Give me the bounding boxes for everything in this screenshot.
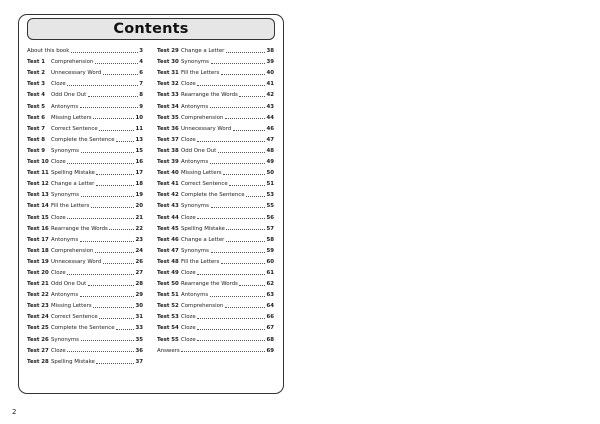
toc-entry <box>27 243 143 254</box>
dot-leader <box>226 229 265 230</box>
toc-entry <box>27 320 143 331</box>
dot-leader <box>81 196 135 197</box>
toc-page-number: 57 <box>266 225 274 232</box>
toc-entry <box>157 76 274 87</box>
toc-entry-title: Rearrange the Words <box>181 92 238 99</box>
toc-page-number: 30 <box>135 303 143 310</box>
toc-entry-title: Change a Letter <box>51 181 95 188</box>
toc-entry-title: Unnecessary Word <box>51 70 102 77</box>
toc-page-number: 61 <box>266 269 274 276</box>
dot-leader <box>81 340 135 341</box>
toc-entry <box>157 287 274 298</box>
toc-page-number: 39 <box>266 59 274 66</box>
toc-entry-title: Cloze <box>181 325 196 332</box>
dot-leader <box>210 163 266 164</box>
toc-entry <box>157 110 274 121</box>
dot-leader <box>93 118 134 119</box>
dot-leader <box>239 285 265 286</box>
toc-entry <box>157 331 274 342</box>
toc-entry-title: Correct Sentence <box>51 125 98 132</box>
toc-entry <box>157 276 274 287</box>
toc-page-number: 9 <box>139 103 143 110</box>
toc-entry-title: Comprehension <box>51 59 94 66</box>
dot-leader <box>211 63 266 64</box>
toc-test-number: Test 21 <box>27 281 49 288</box>
dot-leader <box>226 241 266 242</box>
toc-page-number: 20 <box>135 203 143 210</box>
dot-leader <box>197 141 265 142</box>
toc-entry-title: Cloze <box>181 136 196 143</box>
toc-entry <box>27 354 143 365</box>
toc-page-number: 19 <box>135 192 143 199</box>
toc-entry-title: Cloze <box>51 159 66 166</box>
toc-entry <box>27 121 143 132</box>
toc-test-number: Test 1 <box>27 59 46 66</box>
toc-entry <box>157 254 274 265</box>
toc-entry <box>157 265 274 276</box>
toc-test-number: Test 55 <box>157 336 179 343</box>
toc-entry <box>157 143 274 154</box>
toc-page-number: 50 <box>266 170 274 177</box>
dot-leader <box>246 196 265 197</box>
toc-page-number: 46 <box>266 125 274 132</box>
toc-test-number: Test 31 <box>157 70 179 77</box>
toc-page-number: 40 <box>266 70 274 77</box>
toc-test-number: Test 27 <box>27 347 49 354</box>
toc-page-number: 23 <box>135 236 143 243</box>
toc-entry <box>157 232 274 243</box>
toc-test-number: Test 42 <box>157 192 179 199</box>
toc-test-number: Test 16 <box>27 225 49 232</box>
toc-entry <box>157 121 274 132</box>
contents-title-box <box>27 18 275 40</box>
toc-entry <box>27 187 143 198</box>
toc-test-number: Test 33 <box>157 92 179 99</box>
toc-page-number: 29 <box>135 292 143 299</box>
dot-leader <box>116 329 134 330</box>
toc-entry <box>157 43 274 54</box>
page-title: Contents <box>113 21 189 37</box>
toc-entry <box>27 87 143 98</box>
toc-test-number: Test 40 <box>157 170 179 177</box>
toc-entry-title: Unnecessary Word <box>51 258 102 265</box>
toc-test-number: Test 28 <box>27 358 49 365</box>
toc-test-number: Test 43 <box>157 203 179 210</box>
toc-page-number: 66 <box>266 314 274 321</box>
toc-entry-title: Antonyms <box>51 292 79 299</box>
toc-entry <box>27 198 143 209</box>
toc-entry-title: Spelling Mistake <box>181 225 225 232</box>
toc-entry-title: Complete the Sentence <box>51 136 115 143</box>
toc-page-number: 51 <box>266 181 274 188</box>
dot-leader <box>88 285 135 286</box>
toc-entry <box>157 54 274 65</box>
toc-page-number: 64 <box>266 303 274 310</box>
dot-leader <box>197 85 265 86</box>
toc-entry-title: Missing Letters <box>181 170 222 177</box>
toc-page-number: 26 <box>135 258 143 265</box>
toc-test-number: Test 13 <box>27 192 49 199</box>
dot-leader <box>221 74 266 75</box>
dot-leader <box>226 52 266 53</box>
toc-entry-title: Odd One Out <box>51 281 87 288</box>
toc-page-number: 47 <box>266 136 274 143</box>
toc-page-number: 21 <box>135 214 143 221</box>
toc-entry-title: Synonyms <box>181 247 209 254</box>
toc-test-number: Test 24 <box>27 314 49 321</box>
toc-page-number: 56 <box>266 214 274 221</box>
dot-leader <box>88 96 138 97</box>
toc-entry <box>157 320 274 331</box>
toc-entry <box>27 254 143 265</box>
toc-entry-title: Cloze <box>51 347 66 354</box>
toc-entry-title: Cloze <box>51 269 66 276</box>
toc-entry <box>157 176 274 187</box>
toc-page-number: 18 <box>135 181 143 188</box>
toc-entry-title: Missing Letters <box>51 114 92 121</box>
toc-test-number: Test 54 <box>157 325 179 332</box>
toc-entry-title: Synonyms <box>181 203 209 210</box>
toc-entry-title: Cloze <box>51 81 66 88</box>
contents-right-column <box>157 43 274 354</box>
toc-test-number: Test 23 <box>27 303 49 310</box>
toc-page-number: 24 <box>135 247 143 254</box>
toc-page-number: 38 <box>266 48 274 55</box>
toc-entry <box>27 132 143 143</box>
dot-leader <box>223 174 265 175</box>
toc-page-number: 59 <box>266 247 274 254</box>
dot-leader <box>109 229 134 230</box>
dot-leader <box>181 351 265 352</box>
toc-test-number: Test 32 <box>157 81 179 88</box>
toc-page-number: 41 <box>266 81 274 88</box>
toc-page-number: 36 <box>135 347 143 354</box>
dot-leader <box>225 118 266 119</box>
dot-leader <box>211 252 266 253</box>
toc-test-number: Test 3 <box>27 81 46 88</box>
toc-entry <box>157 309 274 320</box>
toc-entry-title: Unnecessary Word <box>181 125 232 132</box>
toc-entry-title: Antonyms <box>51 103 79 110</box>
toc-entry <box>27 176 143 187</box>
toc-entry-title: Change a Letter <box>181 236 225 243</box>
toc-entry <box>157 165 274 176</box>
toc-page-number: 43 <box>266 103 274 110</box>
dot-leader <box>81 152 135 153</box>
toc-page-number: 3 <box>139 48 143 55</box>
toc-page-number: 17 <box>135 170 143 177</box>
dot-leader <box>80 296 135 297</box>
toc-entry <box>157 87 274 98</box>
toc-page-number: 10 <box>135 114 143 121</box>
dot-leader <box>221 263 266 264</box>
toc-entry-title: Spelling Mistake <box>51 358 95 365</box>
toc-entry <box>157 198 274 209</box>
toc-test-number: Test 11 <box>27 170 49 177</box>
toc-entry <box>157 209 274 220</box>
toc-page-number: 16 <box>135 159 143 166</box>
toc-entry <box>27 287 143 298</box>
toc-test-number: Test 46 <box>157 236 179 243</box>
toc-entry <box>27 343 143 354</box>
toc-entry-title: Spelling Mistake <box>51 170 95 177</box>
toc-test-number: Test 53 <box>157 314 179 321</box>
toc-entry <box>27 331 143 342</box>
toc-entry <box>157 65 274 76</box>
toc-entry-title: Cloze <box>51 214 66 221</box>
toc-entry-title: Odd One Out <box>51 92 87 99</box>
dot-leader <box>80 241 135 242</box>
toc-page-number: 49 <box>266 159 274 166</box>
toc-page-number: 44 <box>266 114 274 121</box>
toc-entry-title: Synonyms <box>181 59 209 66</box>
dot-leader <box>67 218 134 219</box>
toc-entry <box>157 187 274 198</box>
toc-test-number: Test 37 <box>157 136 179 143</box>
toc-page-number: 42 <box>266 92 274 99</box>
toc-entry-title: Fill the Letters <box>181 258 220 265</box>
toc-page-number: 13 <box>135 136 143 143</box>
toc-entry <box>27 265 143 276</box>
toc-page-number: 7 <box>139 81 143 88</box>
toc-entry-title: About this book <box>27 48 70 55</box>
toc-test-number: Test 45 <box>157 225 179 232</box>
toc-test-number: Test 10 <box>27 159 49 166</box>
toc-entry-title: Correct Sentence <box>181 181 228 188</box>
toc-page-number: 48 <box>266 147 274 154</box>
toc-entry-title: Comprehension <box>181 114 224 121</box>
dot-leader <box>67 351 134 352</box>
toc-entry-title: Change a Letter <box>181 48 225 55</box>
toc-page-number: 67 <box>266 325 274 332</box>
dot-leader <box>96 363 134 364</box>
dot-leader <box>96 185 135 186</box>
toc-test-number: Test 26 <box>27 336 49 343</box>
toc-page-number: 8 <box>139 92 143 99</box>
toc-test-number: Test 18 <box>27 247 49 254</box>
toc-entry-title: Cloze <box>181 269 196 276</box>
toc-test-number: Test 20 <box>27 269 49 276</box>
toc-test-number: Test 8 <box>27 136 46 143</box>
toc-test-number: Test 9 <box>27 147 46 154</box>
dot-leader <box>96 174 134 175</box>
toc-test-number: Test 25 <box>27 325 49 332</box>
toc-page-number: 63 <box>266 292 274 299</box>
toc-test-number: Test 41 <box>157 181 179 188</box>
dot-leader <box>239 96 265 97</box>
dot-leader <box>233 130 266 131</box>
dot-leader <box>225 307 266 308</box>
toc-entry-title: Cloze <box>181 314 196 321</box>
toc-entry-title: Odd One Out <box>181 147 217 154</box>
dot-leader <box>210 107 266 108</box>
toc-test-number: Test 22 <box>27 292 49 299</box>
dot-leader <box>67 85 138 86</box>
toc-entry <box>27 298 143 309</box>
dot-leader <box>210 296 266 297</box>
toc-page-number: 53 <box>266 192 274 199</box>
toc-entry-title: Answers <box>157 347 180 354</box>
toc-test-number: Test 19 <box>27 258 49 265</box>
toc-entry <box>27 209 143 220</box>
toc-entry-title: Correct Sentence <box>51 314 98 321</box>
toc-page-number: 31 <box>135 314 143 321</box>
toc-entry <box>157 298 274 309</box>
toc-entry <box>157 221 274 232</box>
toc-page-number: 4 <box>139 59 143 66</box>
dot-leader <box>80 107 139 108</box>
dot-leader <box>93 307 134 308</box>
toc-entry <box>157 132 274 143</box>
toc-entry <box>27 165 143 176</box>
toc-page-number: 62 <box>266 281 274 288</box>
dot-leader <box>103 74 138 75</box>
dot-leader <box>116 141 134 142</box>
toc-test-number: Test 52 <box>157 303 179 310</box>
toc-entry <box>157 98 274 109</box>
toc-entry-title: Cloze <box>181 81 196 88</box>
toc-page-number: 28 <box>135 281 143 288</box>
toc-entry-title: Cloze <box>181 336 196 343</box>
contents-left-column <box>27 43 143 365</box>
toc-page-number: 60 <box>266 258 274 265</box>
toc-entry-title: Rearrange the Words <box>51 225 108 232</box>
toc-test-number: Test 5 <box>27 103 46 110</box>
toc-page-number: 33 <box>135 325 143 332</box>
toc-test-number: Test 17 <box>27 236 49 243</box>
toc-page-number: 6 <box>139 70 143 77</box>
toc-page-number: 35 <box>135 336 143 343</box>
toc-test-number: Test 38 <box>157 147 179 154</box>
toc-entry-title: Fill the Letters <box>181 70 220 77</box>
dot-leader <box>103 263 135 264</box>
toc-entry <box>27 76 143 87</box>
dot-leader <box>197 318 265 319</box>
toc-page-number: 55 <box>266 203 274 210</box>
toc-entry-title: Synonyms <box>51 147 79 154</box>
toc-entry <box>27 276 143 287</box>
dot-leader <box>197 340 265 341</box>
toc-test-number: Test 48 <box>157 258 179 265</box>
toc-entry-title: Comprehension <box>51 247 94 254</box>
dot-leader <box>197 274 265 275</box>
toc-test-number: Test 47 <box>157 247 179 254</box>
toc-entry-title: Complete the Sentence <box>51 325 115 332</box>
toc-entry <box>27 65 143 76</box>
page-number: 2 <box>12 408 17 416</box>
toc-test-number: Test 4 <box>27 92 46 99</box>
toc-test-number: Test 7 <box>27 125 46 132</box>
toc-test-number: Test 51 <box>157 292 179 299</box>
toc-page-number: 15 <box>135 147 143 154</box>
dot-leader <box>95 252 135 253</box>
toc-entry-title: Missing Letters <box>51 303 92 310</box>
dot-leader <box>99 130 134 131</box>
dot-leader <box>197 218 265 219</box>
toc-entry-title: Comprehension <box>181 303 224 310</box>
toc-page-number: 11 <box>135 125 143 132</box>
toc-test-number: Test 14 <box>27 203 49 210</box>
toc-entry <box>27 54 143 65</box>
toc-page-number: 27 <box>135 269 143 276</box>
toc-entry-title: Antonyms <box>181 292 209 299</box>
toc-entry <box>157 154 274 165</box>
toc-entry <box>157 243 274 254</box>
dot-leader <box>211 207 266 208</box>
toc-test-number: Test 35 <box>157 114 179 121</box>
dot-leader <box>67 274 134 275</box>
toc-test-number: Test 36 <box>157 125 179 132</box>
toc-entry-title: Cloze <box>181 214 196 221</box>
toc-entry-title: Antonyms <box>181 159 209 166</box>
dot-leader <box>71 52 138 53</box>
toc-entry-title: Fill the Letters <box>51 203 90 210</box>
toc-entry <box>27 98 143 109</box>
toc-page-number: 69 <box>266 347 274 354</box>
toc-page-number: 22 <box>135 225 143 232</box>
toc-page-number: 37 <box>135 358 143 365</box>
toc-entry <box>157 343 274 354</box>
toc-test-number: Test 30 <box>157 59 179 66</box>
toc-entry-title: Antonyms <box>181 103 209 110</box>
toc-test-number: Test 29 <box>157 48 179 55</box>
toc-page-number: 68 <box>266 336 274 343</box>
toc-entry <box>27 143 143 154</box>
toc-entry-title: Synonyms <box>51 192 79 199</box>
toc-entry-title: Antonyms <box>51 236 79 243</box>
toc-test-number: Test 6 <box>27 114 46 121</box>
dot-leader <box>95 63 138 64</box>
toc-test-number: Test 39 <box>157 159 179 166</box>
toc-entry <box>27 309 143 320</box>
dot-leader <box>99 318 134 319</box>
toc-test-number: Test 15 <box>27 214 49 221</box>
toc-test-number: Test 44 <box>157 214 179 221</box>
dot-leader <box>91 207 135 208</box>
toc-test-number: Test 12 <box>27 181 49 188</box>
toc-test-number: Test 50 <box>157 281 179 288</box>
toc-page-number: 58 <box>266 236 274 243</box>
toc-entry <box>27 221 143 232</box>
toc-entry-title: Rearrange the Words <box>181 281 238 288</box>
toc-entry <box>27 154 143 165</box>
toc-test-number: Test 34 <box>157 103 179 110</box>
toc-entry-title: Complete the Sentence <box>181 192 245 199</box>
dot-leader <box>67 163 134 164</box>
toc-test-number: Test 49 <box>157 269 179 276</box>
toc-entry-title: Synonyms <box>51 336 79 343</box>
toc-entry <box>27 232 143 243</box>
toc-entry <box>27 43 143 54</box>
dot-leader <box>229 185 265 186</box>
dot-leader <box>218 152 266 153</box>
toc-test-number: Test 2 <box>27 70 46 77</box>
dot-leader <box>197 329 265 330</box>
toc-entry <box>27 110 143 121</box>
